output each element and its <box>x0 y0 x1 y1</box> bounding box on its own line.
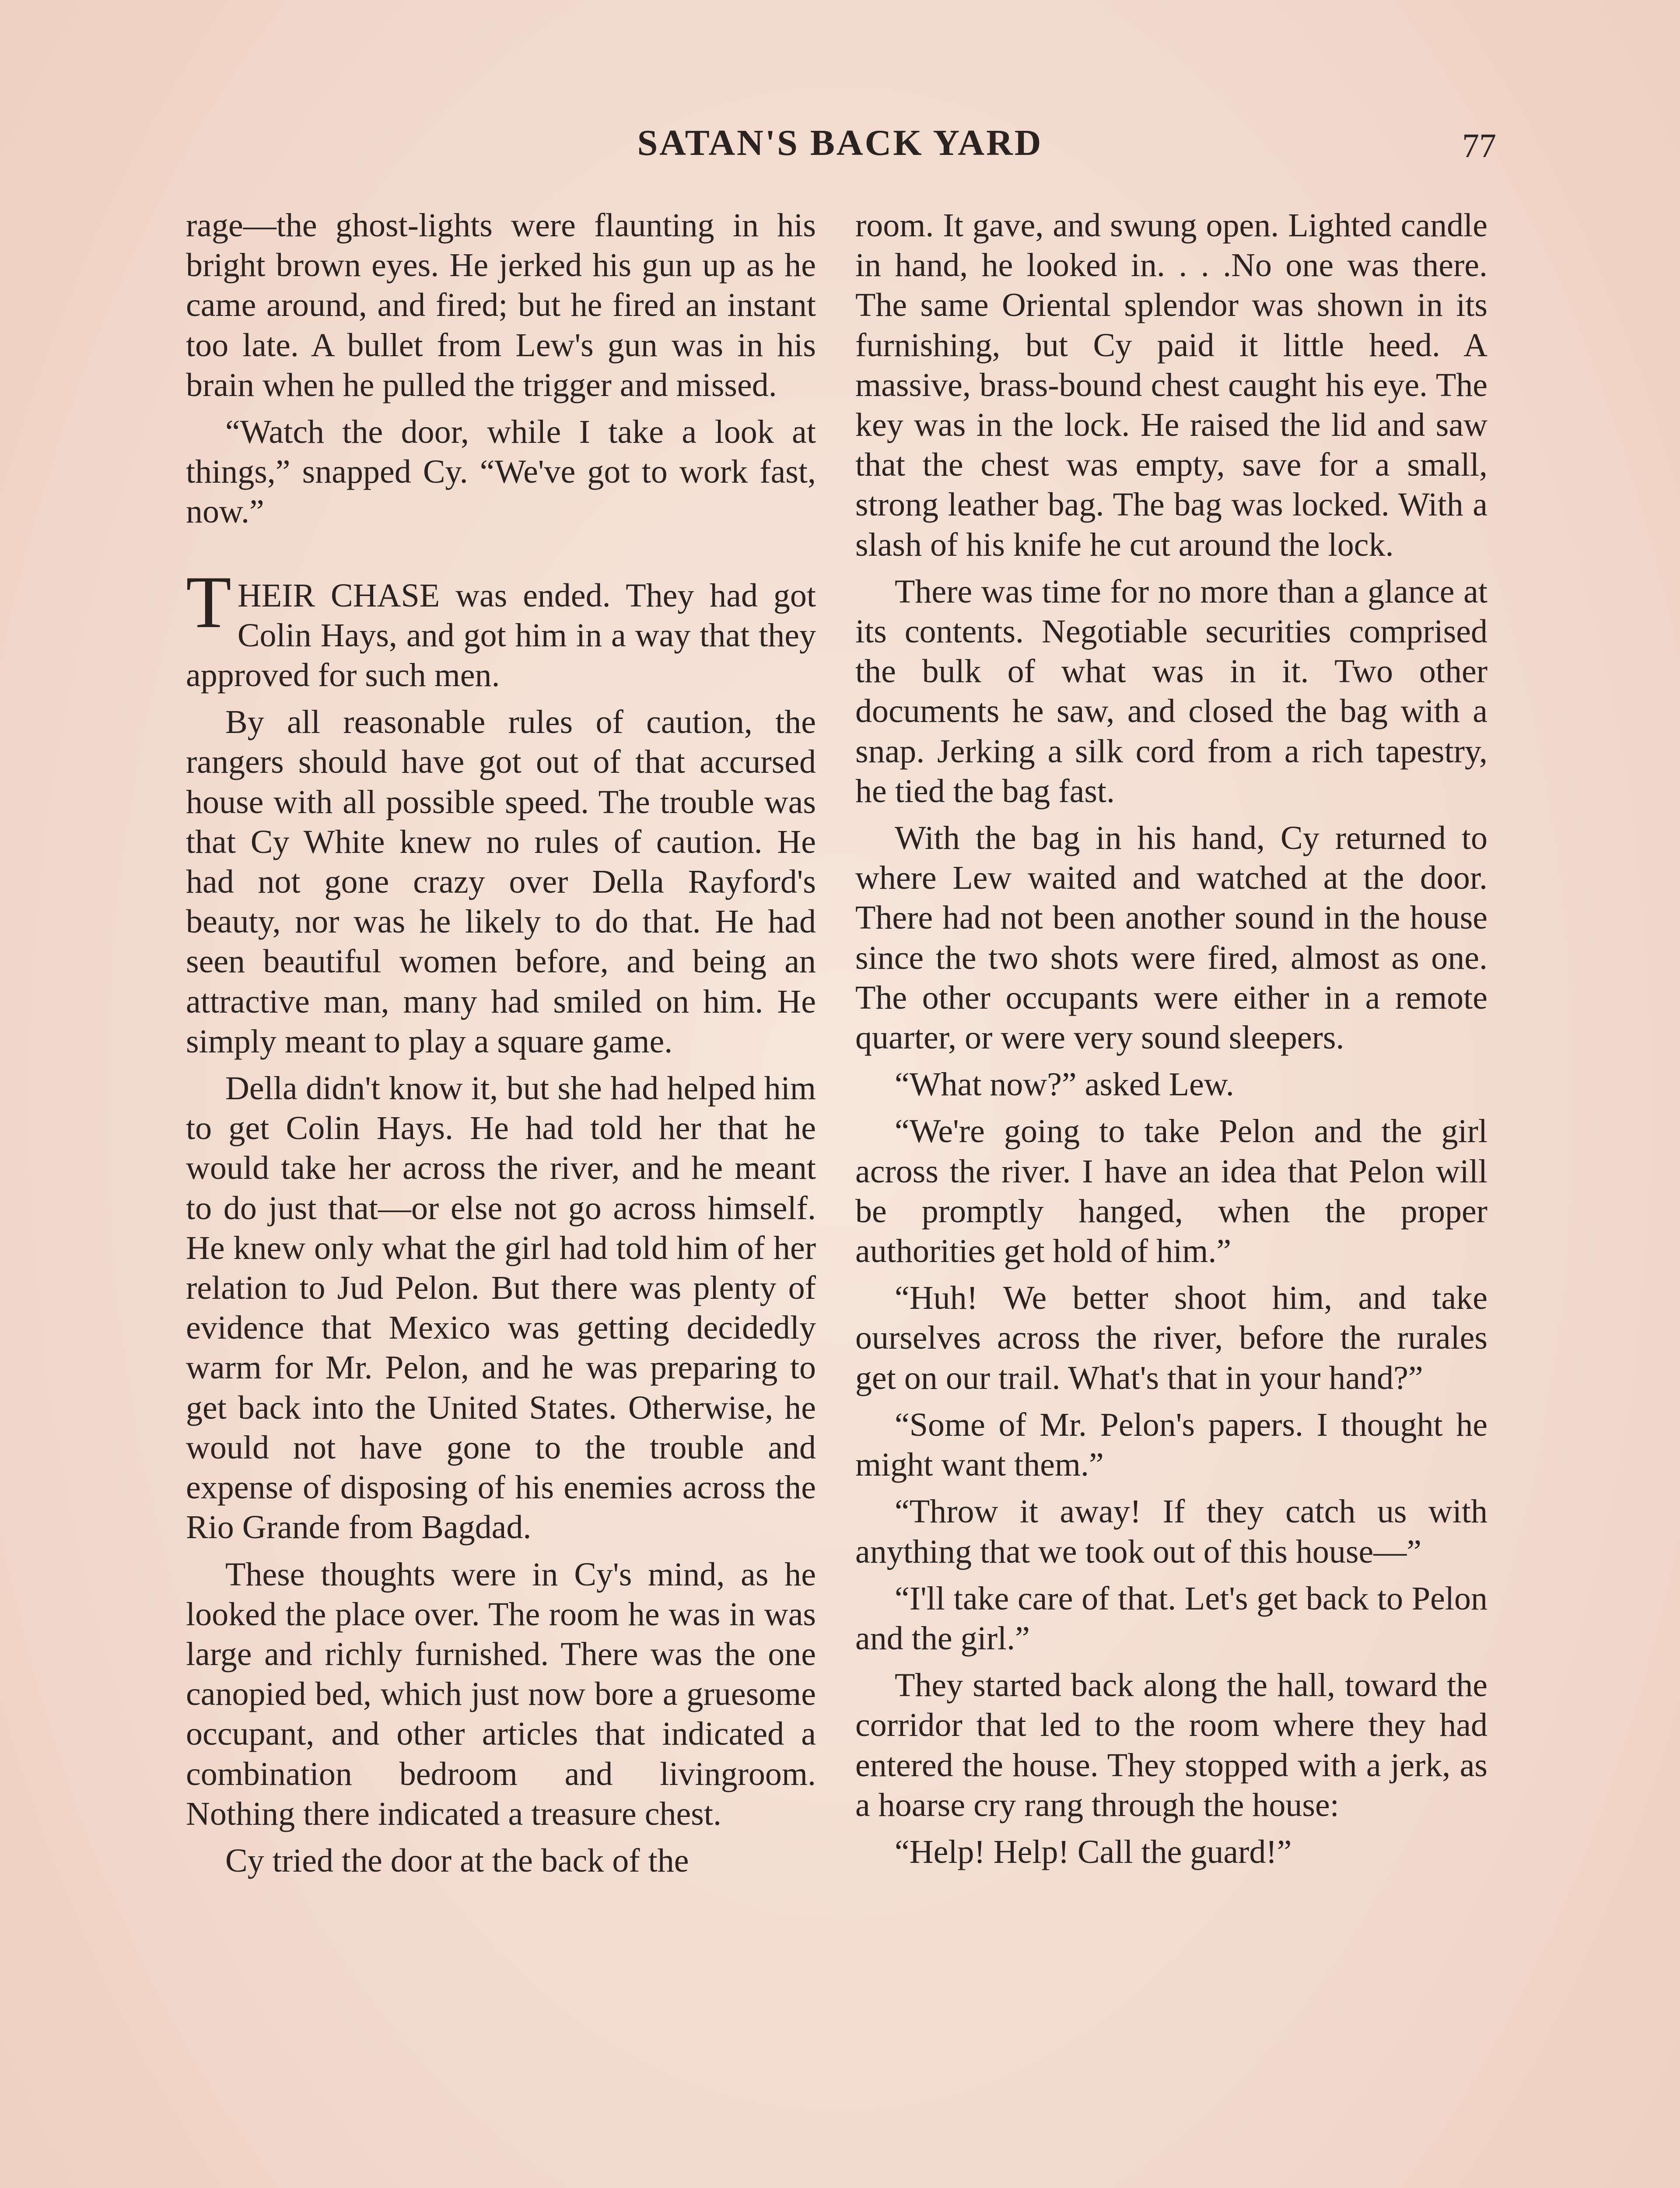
paragraph: Cy tried the door at the back of the <box>225 1842 689 1879</box>
paragraph: They started back along the hall, toward the corridor that led to the room where they had entered the house. They stopped with a jerk, as a hoarse cry rang through the house: <box>855 1667 1488 1823</box>
drop-cap: T <box>186 561 231 643</box>
paragraph: room. It gave, and swung open. Lighted candle in hand, he looked in. . . .No one was there. The same Oriental splendor was shown in its furnishing, but Cy paid it little heed. A massive, brass-bound chest caught his eye. The key was in the lock. He raised the lid and saw that the chest was empty, save for a small, strong leather bag. The bag was locked. With a slash of his knife he cut around the lock. <box>855 207 1488 563</box>
paragraph: “Help! Help! Call the guard!” <box>895 1833 1292 1870</box>
paragraph: There was time for no more than a glance at its contents. Negotiable securities comprised the bulk of what was in it. Two other documents he saw, and closed the bag with a snap. Jerking a silk cord from a rich tapestry, he tied the bag fast. <box>855 573 1488 810</box>
paragraph: “Throw it away! If they catch us with anything that we took out of this house—” <box>855 1493 1488 1570</box>
left-column <box>186 206 816 2188</box>
paragraph: rage—the ghost-lights were flaunting in his bright brown eyes. He jerked his gun up as he came around, and fired; but he fired an instant too late. A bullet from Lew's gun was in his brain when he pulled the trigger and missed. <box>186 207 816 403</box>
paragraph: “Huh! We better shoot him, and take ourselves across the river, before the rurales get on our trail. What's that in your hand?” <box>855 1280 1488 1396</box>
paragraph: “Watch the door, while I take a look at things,” snapped Cy. “We've got to work fast, now.” <box>186 414 816 530</box>
paragraph: By all reasonable rules of caution, the rangers should have got out of that accursed house with all possible speed. The trouble was that Cy White knew no rules of caution. He had not gone crazy over Della Rayford's beauty, nor was he likely to do that. He had seen beautiful women before, and being an attractive man, many had smiled on him. He simply meant to play a square game. <box>186 704 816 1060</box>
paragraph: “I'll take care of that. Let's get back to Pelon and the girl.” <box>855 1580 1488 1657</box>
section-start-paragraph <box>186 561 816 696</box>
running-title: SATAN'S BACK YARD <box>637 123 1043 163</box>
right-column <box>855 206 1488 2188</box>
paragraph: “What now?” asked Lew. <box>895 1066 1234 1103</box>
paragraph: “Some of Mr. Pelon's papers. I thought he might want them.” <box>855 1406 1488 1483</box>
paragraph: Della didn't know it, but she had helped him to get Colin Hays. He had told her that he would take her across the river, and he meant to do just that—or else not go across himself. He knew only what the girl had told him of her relation to Jud Pelon. But there was plenty of evidence that Mexico was getting decidedly warm for Mr. Pelon, and he was preparing to get back into the United States. Otherwise, he would not have gone to the trouble and expense of disposing of his enemies across the Rio Grande from Bagdad. <box>186 1070 816 1546</box>
paragraph-text: HEIR CHASE was ended. They had got Colin Hays, and got him in a way that they approved for such men. <box>186 577 816 694</box>
page-header <box>184 122 1496 170</box>
paragraph: “We're going to take Pelon and the girl across the river. I have an idea that Pelon will be promptly hanged, when the proper authorities get hold of him.” <box>855 1113 1488 1270</box>
page-number: 77 <box>1462 126 1496 165</box>
paragraph: With the bag in his hand, Cy returned to where Lew waited and watched at the door. There had not been another sound in the house since the two shots were fired, almost as one. The other occupants were either in a remote quarter, or were very sound sleepers. <box>855 820 1488 1056</box>
paragraph: These thoughts were in Cy's mind, as he looked the place over. The room he was in was large and richly furnished. There was the one canopied bed, which just now bore a gruesome occupant, and other articles that indicated a combination bedroom and livingroom. Nothing there indicated a treasure chest. <box>186 1556 816 1832</box>
